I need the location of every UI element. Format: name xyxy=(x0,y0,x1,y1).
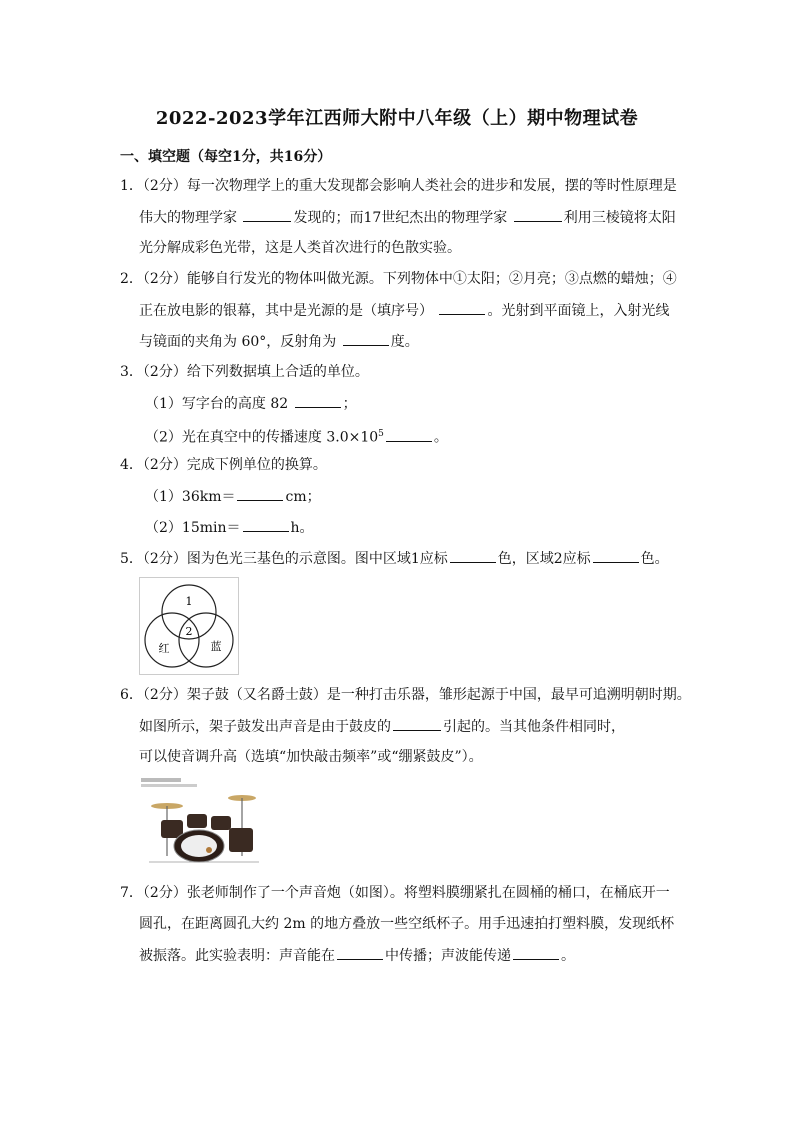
q1-blank-1[interactable] xyxy=(243,207,291,222)
q1-line3: 光分解成彩色光带，这是人类首次进行的色散实验。 xyxy=(139,240,461,256)
q2-blank-1[interactable] xyxy=(439,300,485,315)
q1-line1: 1．（2分）每一次物理学上的重大发现都会影响人类社会的进步和发展，摆的等时性原理是 xyxy=(120,178,677,194)
drum-kit-image xyxy=(139,776,269,866)
q7-blank-2[interactable] xyxy=(513,945,559,960)
q6-line1: 6．（2分）架子鼓（又名爵士鼓）是一种打击乐器，雏形起源于中国，最早可追溯明朝时期。 xyxy=(120,687,691,703)
q3-blank-1[interactable] xyxy=(295,393,341,408)
region-label-red: 红 xyxy=(158,642,170,655)
region-label-blue: 蓝 xyxy=(210,640,222,653)
tom-right xyxy=(211,816,231,830)
q4-line1: 4．（2分）完成下例单位的换算。 xyxy=(120,457,327,473)
section-heading: 一、填空题（每空1分，共16分） xyxy=(120,149,332,165)
q5-line1: 5．（2分）图为色光三基色的示意图。图中区域1应标 色，区域2应标 色。 xyxy=(120,548,669,569)
q7-line1: 7．（2分）张老师制作了一个声音炮（如图）。将塑料膜绷紧扎在圆桶的桶口，在桶底开一 xyxy=(120,885,670,901)
q3-line3: （2）光在真空中的传播速度 $3.0\times 10^5$ 。 xyxy=(145,424,448,448)
page-title: 2022-2023学年江西师大附中八年级（上）期中物理试卷 xyxy=(155,108,639,129)
q7-line3: 被振落。此实验表明：声音能在 中传播；声波能传递 。 xyxy=(139,945,575,966)
bass-drum-head xyxy=(181,835,217,857)
q4-blank-1[interactable] xyxy=(237,486,283,501)
region-label-1: 1 xyxy=(185,595,193,608)
q5-blank-2[interactable] xyxy=(593,548,639,563)
q6-blank-1[interactable] xyxy=(393,716,441,731)
q1-line2: 伟大的物理学家 发现的；而17世纪杰出的物理学家 利用三棱镜将太阳 xyxy=(139,207,676,228)
region-label-2: 2 xyxy=(185,625,193,638)
watermark-text-bar xyxy=(141,784,197,787)
q1-blank-2[interactable] xyxy=(514,207,562,222)
q6-line3: 可以使音调升高（选填“加快敲击频率”或“绷紧鼓皮”）。 xyxy=(139,749,483,765)
q6-line2: 如图所示，架子鼓发出声音是由于鼓皮的 引起的。当其他条件相同时， xyxy=(139,716,625,737)
q4-blank-2[interactable] xyxy=(243,517,289,532)
q5-blank-1[interactable] xyxy=(450,548,496,563)
q3-blank-2[interactable] xyxy=(386,427,432,442)
q2-line2: 正在放电影的银幕，其中是光源的是（填序号） 。光射到平面镜上，入射光线 xyxy=(139,300,669,321)
floor-tom xyxy=(229,828,253,852)
q2-line1: 2．（2分）能够自行发光的物体叫做光源。下列物体中①太阳；②月亮；③点燃的蜡烛；④ xyxy=(120,271,677,287)
q3-line1: 3．（2分）给下列数据填上合适的单位。 xyxy=(120,364,369,380)
q4-line2: （1）36km＝ cm； xyxy=(145,486,321,507)
q3-line2: （1）写字台的高度 82 ； xyxy=(145,393,357,414)
watermark-text-bar xyxy=(141,778,181,782)
q4-line3: （2）15min＝ h。 xyxy=(145,517,314,538)
bass-drum-logo xyxy=(206,847,212,853)
color-venn-figure xyxy=(139,577,239,675)
q7-blank-1[interactable] xyxy=(337,945,383,960)
q7-line2: 圆孔，在距离圆孔大约 2m 的地方叠放一些空纸杯子。用手迅速拍打塑料膜，发现纸杯 xyxy=(139,916,675,932)
q2-blank-2[interactable] xyxy=(343,331,389,346)
q2-line3: 与镜面的夹角为 60°，反射角为 度。 xyxy=(139,331,419,352)
tom-mid xyxy=(187,814,207,828)
